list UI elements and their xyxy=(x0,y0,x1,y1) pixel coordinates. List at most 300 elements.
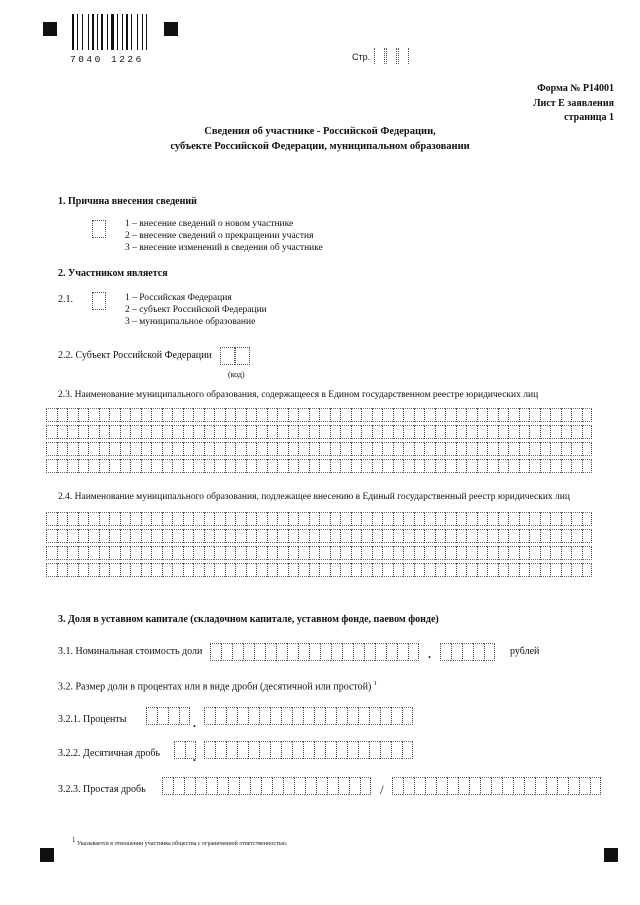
comb-cell[interactable] xyxy=(57,546,68,560)
comb-cell[interactable] xyxy=(120,442,131,456)
comb-cell[interactable] xyxy=(256,512,267,526)
comb-cell[interactable] xyxy=(261,777,272,795)
comb-cell[interactable] xyxy=(99,563,110,577)
comb-cell[interactable] xyxy=(78,529,89,543)
comb-cell[interactable] xyxy=(237,741,248,759)
comb-cell[interactable] xyxy=(372,512,383,526)
comb-cell[interactable] xyxy=(151,408,162,422)
comb-cell[interactable] xyxy=(393,512,404,526)
comb-cell[interactable] xyxy=(582,459,593,473)
comb-cell[interactable] xyxy=(88,563,99,577)
comb-cell[interactable] xyxy=(283,777,294,795)
comb-cell[interactable] xyxy=(109,529,120,543)
comb-cell[interactable] xyxy=(435,408,446,422)
comb-cell[interactable] xyxy=(225,442,236,456)
comb-cell[interactable] xyxy=(477,425,488,439)
comb-cell[interactable] xyxy=(193,408,204,422)
comb-cell[interactable] xyxy=(277,546,288,560)
comb-cell[interactable] xyxy=(330,563,341,577)
comb-cell[interactable] xyxy=(217,777,228,795)
comb-cell[interactable] xyxy=(267,425,278,439)
comb-cell[interactable] xyxy=(88,459,99,473)
comb-cell[interactable] xyxy=(540,459,551,473)
comb-cell[interactable] xyxy=(382,425,393,439)
comb-cell[interactable] xyxy=(256,442,267,456)
comb-cell[interactable] xyxy=(256,546,267,560)
comb-cell[interactable] xyxy=(151,529,162,543)
comb-cell[interactable] xyxy=(579,777,590,795)
comb-cell[interactable] xyxy=(382,459,393,473)
comb-cell[interactable] xyxy=(550,459,561,473)
comb-cell[interactable] xyxy=(402,707,413,725)
comb-cell[interactable] xyxy=(456,546,467,560)
comb-cell[interactable] xyxy=(435,529,446,543)
comb-cell[interactable] xyxy=(237,707,248,725)
comb-cell[interactable] xyxy=(550,529,561,543)
comb-cell[interactable] xyxy=(456,529,467,543)
comb-cell[interactable] xyxy=(277,408,288,422)
comb-row[interactable] xyxy=(46,529,592,543)
comb-cell[interactable] xyxy=(120,425,131,439)
comb-cell[interactable] xyxy=(288,408,299,422)
comb-cell[interactable] xyxy=(157,707,168,725)
comb-cell[interactable] xyxy=(380,741,391,759)
comb-cell[interactable] xyxy=(99,546,110,560)
comb-cell[interactable] xyxy=(582,442,593,456)
comb-cell[interactable] xyxy=(529,529,540,543)
participant-type-cell[interactable] xyxy=(92,292,106,310)
comb-cell[interactable] xyxy=(451,643,462,661)
comb-cell[interactable] xyxy=(392,777,403,795)
comb-cell[interactable] xyxy=(314,741,325,759)
comb-cell[interactable] xyxy=(397,643,408,661)
comb-cell[interactable] xyxy=(360,777,371,795)
comb-cell[interactable] xyxy=(256,408,267,422)
comb-cell[interactable] xyxy=(414,459,425,473)
comb-cell[interactable] xyxy=(162,512,173,526)
comb-cell[interactable] xyxy=(445,529,456,543)
comb-cell[interactable] xyxy=(210,643,221,661)
comb-cell[interactable] xyxy=(298,563,309,577)
comb-cell[interactable] xyxy=(498,442,509,456)
comb-cell[interactable] xyxy=(340,425,351,439)
comb-cell[interactable] xyxy=(393,529,404,543)
comb-cell[interactable] xyxy=(270,741,281,759)
comb-cell[interactable] xyxy=(235,459,246,473)
comb-cell[interactable] xyxy=(440,643,451,661)
comb-cell[interactable] xyxy=(408,643,419,661)
comb-cell[interactable] xyxy=(540,529,551,543)
comb-cell[interactable] xyxy=(582,529,593,543)
comb-cell[interactable] xyxy=(414,425,425,439)
comb-cell[interactable] xyxy=(393,459,404,473)
comb-cell[interactable] xyxy=(466,425,477,439)
comb-cell[interactable] xyxy=(225,546,236,560)
comb-cell[interactable] xyxy=(250,777,261,795)
comb-cell[interactable] xyxy=(88,529,99,543)
comb-cell[interactable] xyxy=(214,408,225,422)
comb-cell[interactable] xyxy=(393,442,404,456)
comb-cell[interactable] xyxy=(204,707,215,725)
comb-cell[interactable] xyxy=(120,529,131,543)
comb-cell[interactable] xyxy=(561,563,572,577)
comb-cell[interactable] xyxy=(172,512,183,526)
comb-cell[interactable] xyxy=(67,459,78,473)
comb-cell[interactable] xyxy=(469,777,480,795)
comb-cell[interactable] xyxy=(540,563,551,577)
comb-row[interactable] xyxy=(46,459,592,473)
comb-cell[interactable] xyxy=(571,529,582,543)
comb-cell[interactable] xyxy=(361,459,372,473)
comb-cell[interactable] xyxy=(172,563,183,577)
comb-cell[interactable] xyxy=(130,512,141,526)
comb-cell[interactable] xyxy=(424,529,435,543)
comb-cell[interactable] xyxy=(298,425,309,439)
comb-cell[interactable] xyxy=(561,442,572,456)
comb-cell[interactable] xyxy=(445,546,456,560)
comb-cell[interactable] xyxy=(172,442,183,456)
comb-cell[interactable] xyxy=(529,459,540,473)
comb-cell[interactable] xyxy=(445,459,456,473)
comb-cell[interactable] xyxy=(141,563,152,577)
comb-cell[interactable] xyxy=(351,459,362,473)
comb-cell[interactable] xyxy=(414,408,425,422)
comb-cell[interactable] xyxy=(151,442,162,456)
comb-cell[interactable] xyxy=(435,546,446,560)
comb-cell[interactable] xyxy=(540,512,551,526)
comb-cell[interactable] xyxy=(67,563,78,577)
comb-cell[interactable] xyxy=(372,529,383,543)
comb-cell[interactable] xyxy=(267,442,278,456)
comb-cell[interactable] xyxy=(146,707,157,725)
comb-cell[interactable] xyxy=(561,408,572,422)
comb-cell[interactable] xyxy=(424,546,435,560)
comb-cell[interactable] xyxy=(204,425,215,439)
comb-cell[interactable] xyxy=(487,563,498,577)
comb-cell[interactable] xyxy=(225,512,236,526)
comb-cell[interactable] xyxy=(214,529,225,543)
comb-cell[interactable] xyxy=(487,529,498,543)
comb-cell[interactable] xyxy=(109,408,120,422)
page-cell[interactable] xyxy=(386,48,397,64)
comb-cell[interactable] xyxy=(445,563,456,577)
comb-cell[interactable] xyxy=(358,707,369,725)
comb-cell[interactable] xyxy=(330,459,341,473)
comb-row[interactable] xyxy=(46,408,592,422)
comb-cell[interactable] xyxy=(172,408,183,422)
comb-cell[interactable] xyxy=(120,512,131,526)
comb-cell[interactable] xyxy=(561,425,572,439)
comb-cell[interactable] xyxy=(582,563,593,577)
comb-cell[interactable] xyxy=(193,563,204,577)
comb-cell[interactable] xyxy=(151,512,162,526)
comb-cell[interactable] xyxy=(162,546,173,560)
comb-cell[interactable] xyxy=(340,459,351,473)
comb-cell[interactable] xyxy=(57,512,68,526)
comb-cell[interactable] xyxy=(424,425,435,439)
comb-cell[interactable] xyxy=(456,408,467,422)
comb-cell[interactable] xyxy=(246,408,257,422)
comb-cell[interactable] xyxy=(498,563,509,577)
comb-cell[interactable] xyxy=(361,546,372,560)
comb-cell[interactable] xyxy=(498,408,509,422)
comb-cell[interactable] xyxy=(349,777,360,795)
comb-cell[interactable] xyxy=(303,741,314,759)
comb-cell[interactable] xyxy=(204,529,215,543)
comb-cell[interactable] xyxy=(228,777,239,795)
comb-cell[interactable] xyxy=(141,425,152,439)
comb-cell[interactable] xyxy=(445,512,456,526)
comb-cell[interactable] xyxy=(151,459,162,473)
comb-cell[interactable] xyxy=(382,563,393,577)
comb-cell[interactable] xyxy=(57,459,68,473)
comb-cell[interactable] xyxy=(508,563,519,577)
comb-cell[interactable] xyxy=(487,442,498,456)
comb-cell[interactable] xyxy=(557,777,568,795)
comb-cell[interactable] xyxy=(582,512,593,526)
comb-cell[interactable] xyxy=(57,563,68,577)
comb-cell[interactable] xyxy=(309,442,320,456)
comb-cell[interactable] xyxy=(393,408,404,422)
section2-1-cell[interactable] xyxy=(92,292,107,310)
comb-cell[interactable] xyxy=(436,777,447,795)
comb-cell[interactable] xyxy=(487,408,498,422)
comb-cell[interactable] xyxy=(267,563,278,577)
comb-cell[interactable] xyxy=(477,563,488,577)
comb-cell[interactable] xyxy=(529,563,540,577)
comb-cell[interactable] xyxy=(281,707,292,725)
comb-cell[interactable] xyxy=(235,546,246,560)
comb-cell[interactable] xyxy=(246,512,257,526)
comb-cell[interactable] xyxy=(403,563,414,577)
comb-cell[interactable] xyxy=(225,425,236,439)
comb-cell[interactable] xyxy=(540,425,551,439)
comb-cell[interactable] xyxy=(183,425,194,439)
comb-cell[interactable] xyxy=(256,425,267,439)
comb-cell[interactable] xyxy=(172,425,183,439)
comb-cell[interactable] xyxy=(414,512,425,526)
comb-cell[interactable] xyxy=(380,707,391,725)
comb-cell[interactable] xyxy=(487,425,498,439)
comb-cell[interactable] xyxy=(109,459,120,473)
comb-cell[interactable] xyxy=(393,563,404,577)
comb-cell[interactable] xyxy=(347,707,358,725)
comb-cell[interactable] xyxy=(477,408,488,422)
comb-cell[interactable] xyxy=(298,512,309,526)
comb-cell[interactable] xyxy=(226,741,237,759)
comb-cell[interactable] xyxy=(320,643,331,661)
comb-cell[interactable] xyxy=(225,529,236,543)
comb-cell[interactable] xyxy=(288,442,299,456)
comb-cell[interactable] xyxy=(281,741,292,759)
comb-cell[interactable] xyxy=(206,777,217,795)
comb-cell[interactable] xyxy=(403,459,414,473)
comb-cell[interactable] xyxy=(372,425,383,439)
comb-cell[interactable] xyxy=(246,563,257,577)
comb-cell[interactable] xyxy=(243,643,254,661)
comb-cell[interactable] xyxy=(456,425,467,439)
comb-cell[interactable] xyxy=(267,408,278,422)
comb-cell[interactable] xyxy=(256,563,267,577)
section1-reason-cell[interactable] xyxy=(92,220,107,238)
comb-cell[interactable] xyxy=(109,442,120,456)
comb-cell[interactable] xyxy=(340,408,351,422)
comb-cell[interactable] xyxy=(424,563,435,577)
comb-cell[interactable] xyxy=(325,741,336,759)
comb-cell[interactable] xyxy=(361,408,372,422)
comb-cell[interactable] xyxy=(561,529,572,543)
comb-cell[interactable] xyxy=(403,546,414,560)
comb-cell[interactable] xyxy=(214,442,225,456)
comb-cell[interactable] xyxy=(582,425,593,439)
comb-cell[interactable] xyxy=(414,563,425,577)
comb-cell[interactable] xyxy=(336,707,347,725)
comb-cell[interactable] xyxy=(314,707,325,725)
comb-cell[interactable] xyxy=(508,546,519,560)
comb-cell[interactable] xyxy=(414,529,425,543)
comb-cell[interactable] xyxy=(141,529,152,543)
comb-cell[interactable] xyxy=(99,512,110,526)
comb-cell[interactable] xyxy=(265,643,276,661)
comb-cell[interactable] xyxy=(309,563,320,577)
comb-cell[interactable] xyxy=(540,408,551,422)
comb-cell[interactable] xyxy=(151,563,162,577)
comb-cell[interactable] xyxy=(561,512,572,526)
comb-cell[interactable] xyxy=(502,777,513,795)
comb-cell[interactable] xyxy=(57,425,68,439)
comb-cell[interactable] xyxy=(508,512,519,526)
comb-cell[interactable] xyxy=(151,425,162,439)
comb-cell[interactable] xyxy=(372,546,383,560)
comb-cell[interactable] xyxy=(519,442,530,456)
comb-cell[interactable] xyxy=(477,512,488,526)
comb-cell[interactable] xyxy=(288,425,299,439)
comb-cell[interactable] xyxy=(225,459,236,473)
comb-cell[interactable] xyxy=(319,459,330,473)
comb-cell[interactable] xyxy=(369,741,380,759)
comb-cell[interactable] xyxy=(529,425,540,439)
comb-cell[interactable] xyxy=(435,459,446,473)
comb-cell[interactable] xyxy=(130,425,141,439)
comb-cell[interactable] xyxy=(369,707,380,725)
comb-cell[interactable] xyxy=(435,512,446,526)
comb-cell[interactable] xyxy=(351,563,362,577)
comb-cell[interactable] xyxy=(288,546,299,560)
comb-cell[interactable] xyxy=(325,707,336,725)
comb-cell[interactable] xyxy=(57,442,68,456)
comb-cell[interactable] xyxy=(382,546,393,560)
comb-cell[interactable] xyxy=(248,707,259,725)
comb-row[interactable] xyxy=(46,563,592,577)
comb-cell[interactable] xyxy=(550,425,561,439)
comb-cell[interactable] xyxy=(327,777,338,795)
comb-cell[interactable] xyxy=(120,563,131,577)
comb-cell[interactable] xyxy=(277,563,288,577)
comb-cell[interactable] xyxy=(277,425,288,439)
comb-cell[interactable] xyxy=(88,408,99,422)
comb-cell[interactable] xyxy=(214,512,225,526)
comb-cell[interactable] xyxy=(78,442,89,456)
comb-cell[interactable] xyxy=(120,546,131,560)
comb-cell[interactable] xyxy=(272,777,283,795)
comb-cell[interactable] xyxy=(246,546,257,560)
comb-cell[interactable] xyxy=(480,777,491,795)
comb-cell[interactable] xyxy=(519,408,530,422)
comb-cell[interactable] xyxy=(372,442,383,456)
comb-cell[interactable] xyxy=(353,643,364,661)
comb-cell[interactable] xyxy=(67,546,78,560)
comb-cell[interactable] xyxy=(288,529,299,543)
comb-cell[interactable] xyxy=(270,707,281,725)
comb-cell[interactable] xyxy=(248,741,259,759)
comb-cell[interactable] xyxy=(319,425,330,439)
comb-cell[interactable] xyxy=(473,643,484,661)
comb-cell[interactable] xyxy=(498,425,509,439)
comb-cell[interactable] xyxy=(338,777,349,795)
comb-cell[interactable] xyxy=(351,529,362,543)
comb-cell[interactable] xyxy=(508,529,519,543)
comb-cell[interactable] xyxy=(173,777,184,795)
comb-cell[interactable] xyxy=(235,512,246,526)
comb-cell[interactable] xyxy=(484,643,495,661)
comb-cell[interactable] xyxy=(316,777,327,795)
comb-cell[interactable] xyxy=(498,459,509,473)
comb-cell[interactable] xyxy=(78,563,89,577)
comb-cell[interactable] xyxy=(330,512,341,526)
comb-cell[interactable] xyxy=(235,442,246,456)
comb-cell[interactable] xyxy=(330,408,341,422)
comb-cell[interactable] xyxy=(309,546,320,560)
comb-cell[interactable] xyxy=(292,741,303,759)
comb-cell[interactable] xyxy=(456,563,467,577)
comb-cell[interactable] xyxy=(508,408,519,422)
comb-cell[interactable] xyxy=(235,425,246,439)
comb-cell[interactable] xyxy=(477,546,488,560)
comb-cell[interactable] xyxy=(477,459,488,473)
comb-cell[interactable] xyxy=(215,741,226,759)
comb-cell[interactable] xyxy=(78,425,89,439)
comb-cell[interactable] xyxy=(67,529,78,543)
comb-cell[interactable] xyxy=(529,546,540,560)
comb-cell[interactable] xyxy=(215,707,226,725)
comb-cell[interactable] xyxy=(193,546,204,560)
comb-cell[interactable] xyxy=(172,546,183,560)
comb-cell[interactable] xyxy=(550,408,561,422)
comb-cell[interactable] xyxy=(214,425,225,439)
comb-cell[interactable] xyxy=(364,643,375,661)
comb-cell[interactable] xyxy=(109,425,120,439)
comb-cell[interactable] xyxy=(336,741,347,759)
comb-cell[interactable] xyxy=(298,408,309,422)
comb-cell[interactable] xyxy=(246,425,257,439)
comb-cell[interactable] xyxy=(184,777,195,795)
comb-cell[interactable] xyxy=(519,563,530,577)
comb-cell[interactable] xyxy=(235,529,246,543)
comb-cell[interactable] xyxy=(590,777,601,795)
comb-cell[interactable] xyxy=(204,546,215,560)
comb-cell[interactable] xyxy=(287,643,298,661)
comb-cell[interactable] xyxy=(382,442,393,456)
comb-cell[interactable] xyxy=(319,529,330,543)
comb-cell[interactable] xyxy=(193,512,204,526)
comb-cell[interactable] xyxy=(88,442,99,456)
comb-cell[interactable] xyxy=(435,563,446,577)
comb-cell[interactable] xyxy=(193,442,204,456)
comb-cell[interactable] xyxy=(183,546,194,560)
comb-cell[interactable] xyxy=(221,643,232,661)
comb-cell[interactable] xyxy=(491,777,502,795)
comb-row[interactable] xyxy=(46,512,592,526)
